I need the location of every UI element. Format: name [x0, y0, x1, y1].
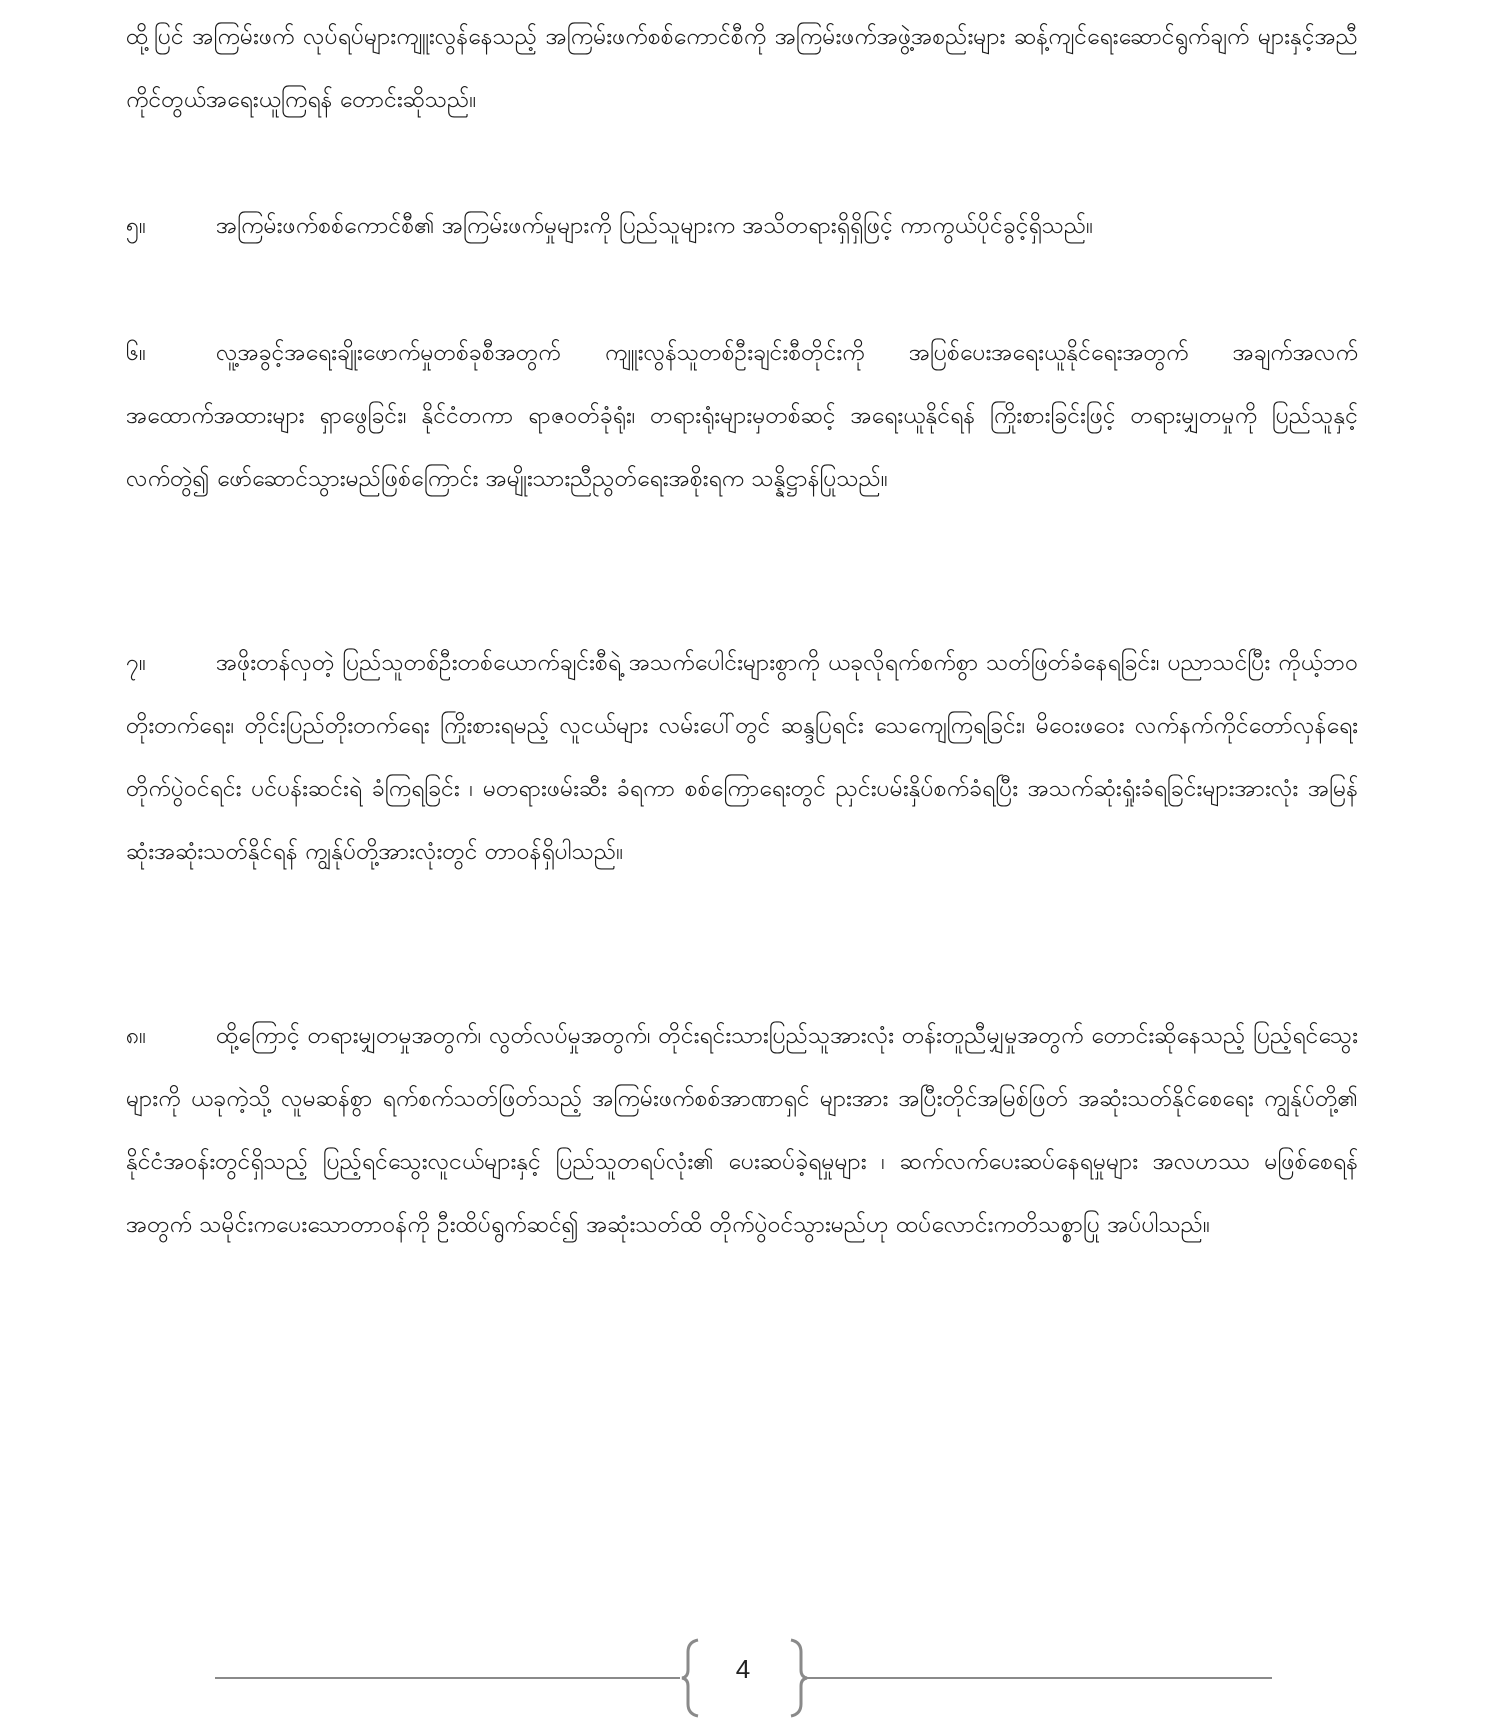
- paragraph-text: ထို့ကြောင့် တရားမျှတမှုအတွက်၊ လွတ်လပ်မှုအတွက်၊ တိုင်းရင်းသားပြည်သူအားလုံး တန်းတူညီမျှမှုအတွက် တောင်းဆိုနေသည့် ပြည့်ရင်သွေးများကို ယခုကဲ့သို့ လူမဆန်စွာ ရက်စက်သတ်ဖြတ်သည့် အကြမ်းဖက်စစ်အာဏာရှင် များအား အပြီးတိုင်အမြစ်ဖြတ် အဆုံးသတ်နိုင်စေရေး ကျွန်ုပ်တို့၏ နိုင်ငံအဝန်းတွင်ရှိသည့် ပြည့်ရင်သွေးလူငယ်များနှင့် ပြည်သူတရပ်လုံး၏ ပေးဆပ်ခဲ့ရမှုများ ၊ ဆက်လက်ပေးဆပ်နေရမှုများ အလဟဿ မဖြစ်စေရန်အတွက် သမိုင်းကပေးသောတာဝန်ကို ဦးထိပ်ရွက်ဆင်၍ အဆုံးသတ်ထိ တိုက်ပွဲဝင်သွားမည်ဟု ထပ်လောင်းကတိသစ္စာပြု အပ်ပါသည်။: [126, 1023, 1358, 1238]
- page-number: 4: [735, 1654, 751, 1684]
- paragraph-intro: [126, 6, 1358, 132]
- left-brace-icon: [680, 1638, 702, 1718]
- paragraph-6: [126, 322, 1358, 511]
- paragraph-number: ၇။: [126, 650, 146, 676]
- footer-rule-left: [215, 1677, 680, 1679]
- paragraph-text: ထို့ပြင် အကြမ်းဖက် လုပ်ရပ်များကျူးလွန်နေသည့် အကြမ်းဖက်စစ်ကောင်စီကို အကြမ်းဖက်အဖွဲ့အစည်းများ ဆန့်ကျင်ရေးဆောင်ရွက်ချက် များနှင့်အညီ ကိုင်တွယ်အရေးယူကြရန် တောင်းဆိုသည်။: [126, 24, 1358, 113]
- paragraph-text: လူ့အခွင့်အရေးချိုးဖောက်မှုတစ်ခုစီအတွက် ကျူးလွန်သူတစ်ဦးချင်းစီတိုင်းကို အပြစ်ပေးအရေးယူနိုင်ရေးအတွက် အချက်အလက်အထောက်အထားများ ရှာဖွေခြင်း၊ နိုင်ငံတကာ ရာဇဝတ်ခုံရုံး၊ တရားရုံးများမှတစ်ဆင့် အရေးယူနိုင်ရန် ကြိုးစားခြင်းဖြင့် တရားမျှတမှုကို ပြည်သူနှင့်လက်တွဲ၍ ဖော်ဆောင်သွားမည်ဖြစ်ကြောင်း အမျိုးသားညီညွတ်ရေးအစိုးရက သန္နိဋ္ဌာန်ပြုသည်။: [126, 340, 1358, 492]
- paragraph-7: [126, 632, 1358, 884]
- paragraph-number: ၈။: [126, 1023, 147, 1049]
- paragraph-text: အဖိုးတန်လှတဲ့ ပြည်သူတစ်ဦးတစ်ယောက်ချင်းစီရဲ့ အသက်ပေါင်းများစွာကို ယခုလိုရက်စက်စွာ သတ်ဖြတ်ခံနေရခြင်း၊ ပညာသင်ပြီး ကိုယ့်ဘဝတိုးတက်ရေး၊ တိုင်းပြည်တိုးတက်ရေး ကြိုးစားရမည့် လူငယ်များ လမ်းပေါ်တွင် ဆန္ဒပြရင်း သေကျေကြရခြင်း၊ မိဝေးဖဝေး လက်နက်ကိုင်တော်လှန်ရေးတိုက်ပွဲဝင်ရင်း ပင်ပန်းဆင်းရဲ ခံကြရခြင်း ၊ မတရားဖမ်းဆီး ခံရကာ စစ်ကြောရေးတွင် ညှင်းပမ်းနှိပ်စက်ခံရပြီး အသက်ဆုံးရှုံးခံရခြင်းများအားလုံး အမြန်ဆုံးအဆုံးသတ်နိုင်ရန် ကျွန်ုပ်တို့အားလုံးတွင် တာဝန်ရှိပါသည်။: [126, 650, 1358, 865]
- footer-rule-right: [805, 1677, 1272, 1679]
- paragraph-text: အကြမ်းဖက်စစ်ကောင်စီ၏ အကြမ်းဖက်မှုများကို ပြည်သူများက အသိတရားရှိရှိဖြင့် ကာကွယ်ပိုင်ခွင့်ရှိသည်။: [216, 213, 1094, 239]
- paragraph-number: ၅။: [126, 213, 146, 239]
- paragraph-8: [126, 1005, 1358, 1257]
- page-footer: [0, 1632, 1487, 1702]
- paragraph-number: ၆။: [126, 340, 146, 366]
- paragraph-5: [126, 195, 1358, 258]
